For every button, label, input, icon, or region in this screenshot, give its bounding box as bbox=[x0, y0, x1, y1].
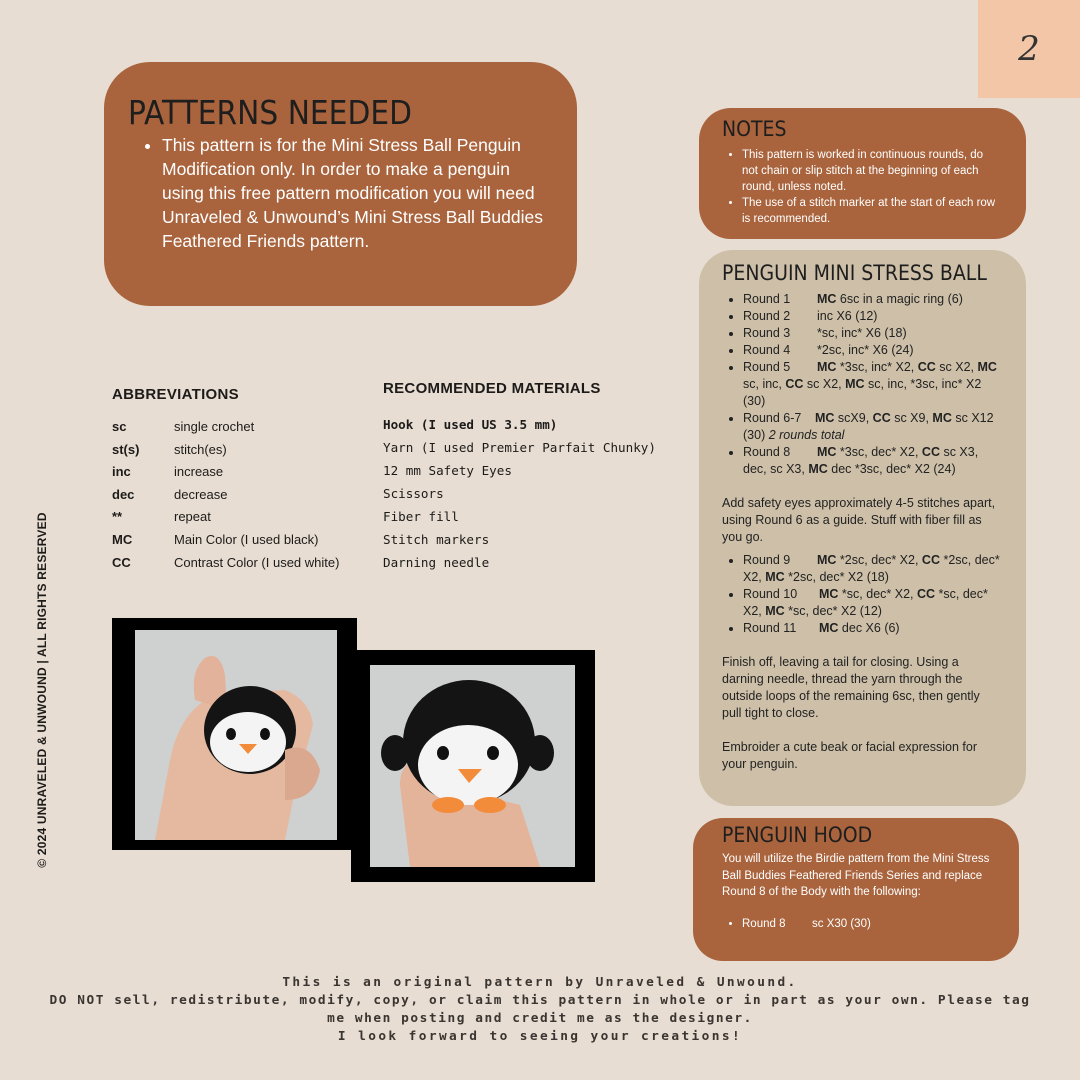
abbreviation-row bbox=[112, 416, 372, 439]
footer-line-1: This is an original pattern by Unraveled & Unwound. bbox=[282, 975, 798, 990]
safety-eyes-instructions: Add safety eyes approximately 4-5 stitches apart, using Round 6 as a guide. Stuff with fiber fill as you go. bbox=[722, 496, 996, 545]
abbreviation-key: MC bbox=[112, 531, 133, 547]
abbreviation-row bbox=[112, 552, 372, 575]
hood-round-item: • Round 8 sc X30 (30) bbox=[742, 916, 999, 932]
patterns-needed-text: • This pattern is for the Mini Stress Ball Penguin Modification only. In order to make a penguin using this free pattern modification you will need Unraveled & Unwound’s Mini Stress Ball Buddies Feathered Friends pattern. bbox=[162, 133, 549, 253]
material-item: Yarn (I used Premier Parfait Chunky) bbox=[383, 440, 656, 455]
round-instruction: • Round 4 *2sc, inc* X6 (24) bbox=[743, 342, 1002, 359]
abbreviation-meaning: stitch(es) bbox=[174, 441, 227, 457]
round-instruction: • Round 11 MC dec X6 (6) bbox=[743, 620, 1002, 637]
abbreviations-list bbox=[112, 416, 372, 574]
round-instruction: • Round 3 *sc, inc* X6 (18) bbox=[743, 325, 1002, 342]
abbreviation-key: st(s) bbox=[112, 441, 140, 457]
material-item: Darning needle bbox=[383, 555, 490, 570]
penguin-title: PENGUIN MINI STRESS BALL bbox=[722, 261, 987, 285]
abbreviation-row bbox=[112, 506, 372, 529]
footer-line-3: I look forward to seeing your creations! bbox=[337, 1029, 743, 1044]
penguin-hood-box bbox=[693, 818, 1019, 961]
abbreviation-meaning: Contrast Color (I used white) bbox=[174, 554, 340, 570]
materials-list bbox=[383, 413, 673, 574]
patterns-needed-title: PATTERNS NEEDED bbox=[128, 93, 412, 132]
patterns-needed-box bbox=[104, 62, 577, 306]
abbreviation-row bbox=[112, 439, 372, 462]
round-instruction: • Round 10 MC *sc, dec* X2, CC *sc, dec* X2, MC *sc, dec* X2 (12) bbox=[743, 586, 1002, 620]
penguin-ball-illustration bbox=[135, 630, 337, 840]
rounds-list-b bbox=[722, 552, 1002, 637]
abbreviation-row bbox=[112, 484, 372, 507]
round-instruction: • Round 2 inc X6 (12) bbox=[743, 308, 1002, 325]
penguin-photo-in-hand bbox=[112, 618, 357, 850]
embroider-instructions: Embroider a cute beak or facial expression for your penguin. bbox=[722, 740, 977, 772]
abbreviation-meaning: repeat bbox=[174, 509, 211, 525]
abbreviation-row bbox=[112, 461, 372, 484]
copyright-notice: © 2024 UNRAVELED & UNWOUND | ALL RIGHTS RESERVED bbox=[35, 512, 49, 868]
abbreviation-key: inc bbox=[112, 464, 131, 480]
hood-title: PENGUIN HOOD bbox=[722, 823, 873, 847]
abbreviation-meaning: increase bbox=[174, 464, 224, 480]
abbreviation-key: ** bbox=[112, 509, 123, 525]
material-item: Stitch markers bbox=[383, 532, 490, 547]
notes-title: NOTES bbox=[722, 117, 787, 141]
material-item: Hook (I used US 3.5 mm) bbox=[383, 417, 558, 432]
penguin-mini-stress-ball-box bbox=[699, 250, 1026, 806]
notes-box bbox=[699, 108, 1026, 239]
abbreviation-key: sc bbox=[112, 419, 127, 434]
materials-section bbox=[383, 380, 673, 574]
rounds-list-a bbox=[722, 291, 1002, 478]
page-number: 2 bbox=[978, 0, 1080, 98]
material-item: Scissors bbox=[383, 486, 444, 501]
abbreviation-row bbox=[112, 529, 372, 552]
abbreviations-title: ABBREVIATIONS bbox=[112, 386, 239, 403]
notes-item: • The use of a stitch marker at the start of each row is recommended. bbox=[742, 195, 1002, 227]
penguin-photo-with-wings bbox=[351, 650, 595, 882]
abbreviation-meaning: single crochet bbox=[174, 419, 255, 434]
material-item: 12 mm Safety Eyes bbox=[383, 463, 512, 478]
abbreviation-meaning: decrease bbox=[174, 486, 228, 502]
abbreviation-key: CC bbox=[112, 554, 131, 570]
footer bbox=[40, 974, 1040, 1046]
materials-title: RECOMMENDED MATERIALS bbox=[383, 380, 601, 397]
notes-item: • This pattern is worked in continuous rounds, do not chain or slip stitch at the beginning of each round, unless noted. bbox=[742, 147, 1002, 195]
abbreviation-meaning: Main Color (I used black) bbox=[174, 531, 319, 547]
round-instruction: • Round 9 MC *2sc, dec* X2, CC *2sc, dec* X2, MC *2sc, dec* X2 (18) bbox=[743, 552, 1002, 586]
round-instruction: • Round 6-7 MC scX9, CC sc X9, MC sc X12 (30) 2 rounds total bbox=[743, 410, 1002, 444]
round-instruction: • Round 5 MC *3sc, inc* X2, CC sc X2, MC sc, inc, CC sc X2, MC sc, inc, *3sc, inc* X2 (30) bbox=[743, 359, 1002, 410]
penguin-ball-illustration bbox=[370, 665, 575, 867]
round-instruction: • Round 1 MC 6sc in a magic ring (6) bbox=[743, 291, 1002, 308]
round-instruction: • Round 8 MC *3sc, dec* X2, CC sc X3, dec, sc X3, MC dec *3sc, dec* X2 (24) bbox=[743, 444, 1002, 478]
abbreviations-section bbox=[112, 386, 372, 574]
hood-text: You will utilize the Birdie pattern from the Mini Stress Ball Buddies Feathered Friends Series and replace Round 8 of the Body with the following: bbox=[722, 853, 990, 899]
abbreviation-key: dec bbox=[112, 486, 135, 502]
footer-line-2: DO NOT sell, redistribute, modify, copy, or claim this pattern in whole or in part as your own. Please tag me when posting and credit me as the designer. bbox=[49, 993, 1031, 1026]
material-item: Fiber fill bbox=[383, 509, 459, 524]
finish-instructions: Finish off, leaving a tail for closing. Using a darning needle, thread the yarn through the outside loops of the remaining 6sc, then gently pull tight to close. bbox=[722, 655, 980, 721]
